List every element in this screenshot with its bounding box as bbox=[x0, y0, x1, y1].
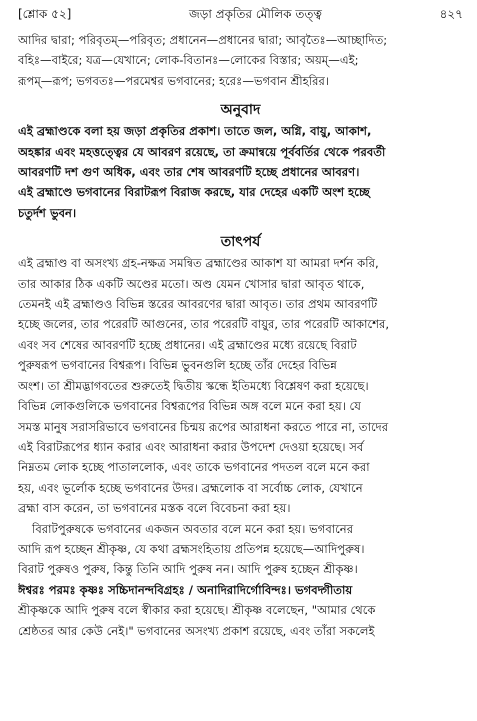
purport-line: শ্রীকৃষ্ণকে আদি পুরুষ বলে স্বীকার করা হয়েছে। শ্রীকৃষ্ণ বলেছেন, "আমার থেকে bbox=[18, 603, 376, 618]
purport-line: বিরাট পুরুষও পুরুষ, কিন্তু তিনি আদি পুরুষ নন। আদি পুরুষ হচ্ছেন শ্রীকৃষ্ণ। bbox=[18, 562, 358, 577]
purport-line: শ্রেষ্ঠতর আর কেউ নেই।" ভগবানের অসংখ্য প্রকাশ রয়েছে, এবং তাঁরা সকলেই bbox=[18, 623, 375, 638]
translation-heading: অনুবাদ bbox=[220, 102, 261, 119]
translation-line: অহঙ্কার এবং মহত্তত্ত্বের যে আবরণ রয়েছে, তা ক্রমান্বয়ে পূর্ববর্তির থেকে পরবর্তী bbox=[18, 144, 386, 159]
purport-line: তার আকার ঠিক একটি অণ্ডের মতো। অণ্ড যেমন খোসার দ্বারা আবৃত থাকে, bbox=[18, 276, 365, 291]
translation-line: চতুর্দশ ভুবন। bbox=[18, 205, 77, 220]
verse-reference: [শ্লোক ৫২] bbox=[18, 7, 72, 21]
page-header bbox=[18, 6, 463, 22]
synonym-line: বহিঃ—বাইরে; যত্র—যেখানে; লোক-বিতানঃ—লোকের বিস্তার; অয়ম্—এই; bbox=[18, 53, 359, 68]
purport-line: বিভিন্ন লোকগুলিকে ভগবানের বিশ্বরূপের বিভিন্ন অঙ্গ বলে মনে করা হয়। যে bbox=[18, 399, 361, 414]
purport-line: এবং সব শেষের আবরণটি হচ্ছে প্রধানের। এই ব্রহ্মাণ্ডের মধ্যে রয়েছে বিরাট bbox=[18, 337, 357, 352]
purport-paragraph-2 bbox=[18, 519, 463, 641]
purport-line: আদি রূপ হচ্ছেন শ্রীকৃষ্ণ, যে কথা ব্রহ্মসংহিতায় প্রতিপন্ন হয়েছে—আদিপুরুষ। bbox=[18, 541, 365, 556]
purport-line: হচ্ছে জলের, তার পরেরটি আগুনের, তার পরেরটি বায়ুর, তার পরেরটি আকাশের, bbox=[18, 317, 390, 332]
purport-line: পুরুষরূপ ভগবানের বিশ্বরূপ। বিভিন্ন ভুবনগুলি হচ্ছে তাঁর দেহের বিভিন্ন bbox=[18, 358, 337, 373]
purport-heading: তাৎপর্য bbox=[220, 234, 261, 251]
translation-line: এই ব্রহ্মাণ্ডকে বলা হয় জড়া প্রকৃতির প্রকাশ। তাতে জল, অগ্নি, বায়ু, আকাশ, bbox=[18, 124, 372, 139]
translation-line: এই ব্রহ্মাণ্ডে ভগবানের বিরাটরূপ বিরাজ করছে, যার দেহের একটি অংশ হচ্ছে bbox=[18, 185, 370, 200]
purport-line: ব্রহ্মা বাস করেন, তা ভগবানের মস্তক বলে বিবেচনা করা হয়। bbox=[18, 501, 291, 516]
translation-block bbox=[18, 121, 463, 223]
purport-line: অংশ। তা শ্রীমদ্ভাগবতের শুরুতেই দ্বিতীয় স্কন্ধে ইতিমধ্যে বিশ্লেষণ করা হয়েছে। bbox=[18, 378, 369, 393]
purport-line: নিম্নতম লোক হচ্ছে পাতাললোক, এবং তাকে ভগবানের পদতল বলে মনে করা bbox=[18, 460, 370, 475]
synonyms-block bbox=[18, 30, 463, 91]
purport-paragraph-1 bbox=[18, 253, 463, 518]
purport-line: এই বিরাটরূপের ধ্যান করার এবং আরাধনা করার উপদেশ দেওয়া হয়েছে। সর্ব bbox=[18, 439, 364, 454]
translation-line: আবরণটি দশ গুণ অধিক, এবং তার শেষ আবরণটি হচ্ছে প্রধানের আবরণ। bbox=[18, 165, 360, 180]
synonym-line: আদির দ্বারা; পরিবৃতম্—পরিবৃত; প্রধানেন—প্রধানের দ্বারা; আবৃতৈঃ—আচ্ছাদিত; bbox=[18, 33, 388, 47]
purport-line: তেমনই এই ব্রহ্মাণ্ডও বিভিন্ন স্তরের আবরণের দ্বারা আবৃত। তার প্রথম আবরণটি bbox=[18, 297, 378, 312]
page-number: ৪২৭ bbox=[439, 7, 463, 21]
purport-line: এই ব্রহ্মাণ্ড বা অসংখ্য গ্রহ-নক্ষত্র সমন্বিত ব্রহ্মাণ্ডের আকাশ যা আমরা দর্শন করি, bbox=[18, 256, 379, 271]
purport-line: সমস্ত মানুষ সরাসরিভাবে ভগবানের চিন্ময় রূপের আরাধনা করতে পারে না, তাদের bbox=[18, 419, 389, 434]
chapter-title: জড়া প্রকৃতির মৌলিক তত্ত্ব bbox=[189, 7, 322, 21]
purport-line: ঈশ্বরঃ পরমঃ কৃষ্ণঃ সচ্চিদানন্দবিগ্রহঃ / অনাদিরাদির্গোবিন্দঃ। ভগবদ্গীতায় bbox=[18, 582, 353, 597]
purport-line: হয়, এবং ভূর্লোক হচ্ছে ভগবানের উদর। ব্রহ্মলোক বা সর্বোচ্চ লোক, যেখানে bbox=[18, 480, 363, 495]
purport-line: বিরাটপুরুষকে ভগবানের একজন অবতার বলে মনে করা হয়। ভগবানের bbox=[32, 521, 354, 536]
synonym-line: রূপম্—রূপ; ভগবতঃ—পরমেশ্বর ভগবানের; হরেঃ—ভগবান শ্রীহরির। bbox=[18, 73, 329, 88]
